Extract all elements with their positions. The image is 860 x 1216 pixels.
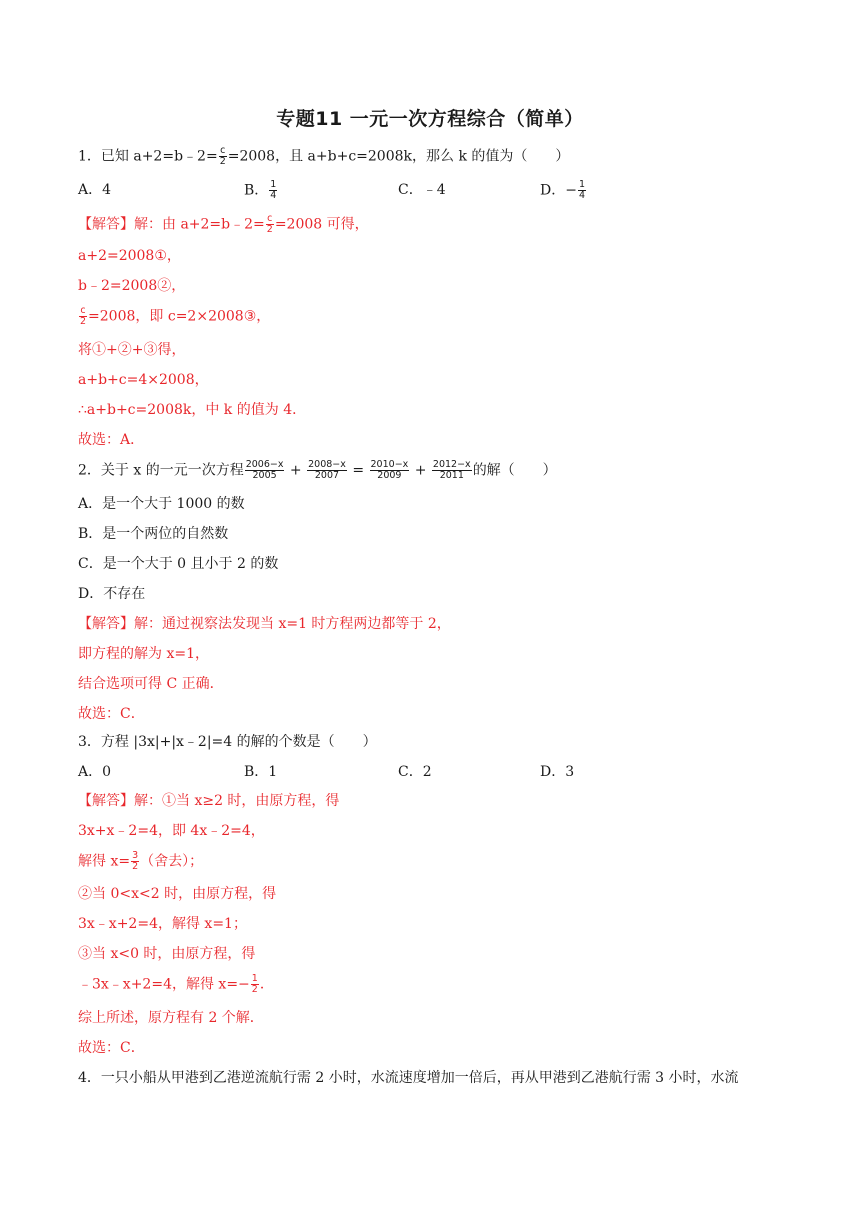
fraction-numerator: 2008−x [308,459,346,470]
q3-answer-line-9: 故选：C． [78,1040,145,1056]
q1-stem-fraction [219,146,227,167]
q3-answer-fraction-1 [131,851,139,872]
question-2-stem [78,460,557,481]
fraction-denominator: 2009 [377,470,402,481]
fraction-numerator: 2006−x [245,459,284,470]
q2-fraction-4 [432,460,472,481]
q3-answer-line-3 [78,851,203,872]
q2-answer-line-2: 即方程的解为 x=1， [78,646,209,662]
q1-stem-expr1: a+2=b﹣2= [133,148,218,165]
q3-answer-line-7 [78,974,274,995]
q3-answer-l1: 解：①当 x≥2 时，由原方程，得 [134,793,340,809]
fraction-denominator: 2005 [252,470,277,481]
q1-stem-expr3: a+b+c=2008k [307,148,412,165]
question-3-stem: 3．方程 |3x|+|x﹣2|=4 的解的个数是（ ） [78,734,377,750]
q1-option-b-label: B． [244,182,269,199]
q3-answer-l7b: ． [259,976,274,993]
q1-answer-line-1 [78,214,369,235]
fraction-numerator: 2012−x [432,459,471,470]
fraction-denominator: 2011 [439,470,464,481]
q2-fraction-3 [370,460,410,481]
q1-answer-line-5: 将①+②+③得， [78,342,186,358]
q2-option-d: D．不存在 [78,586,146,602]
q1-option-d-label: D．− [540,182,577,199]
question-1-stem [78,146,569,167]
fraction-numerator: 3 [132,850,139,861]
q2-operator-1: + [285,462,307,479]
q1-stem-tail: ，那么 k 的值为（ ） [412,148,570,165]
q1-stem-prefix: 1．已知 [78,148,134,165]
q1-answer-l1a: 解：由 a+2=b﹣2= [134,216,265,233]
q3-answer-line-8: 综上所述，原方程有 2 个解． [78,1010,264,1026]
q2-option-c: C．是一个大于 0 且小于 2 的数 [78,556,279,572]
q2-operator-2: = [347,462,369,479]
q2-fraction-2 [307,460,347,481]
q3-answer-l7a: ﹣3x﹣x+2=4，解得 x=− [78,976,250,993]
question-4-stem: 4．一只小船从甲港到乙港逆流航行需 2 小时，水流速度增加一倍后，再从甲港到乙港航行需 3 小时，水流 [78,1070,739,1086]
fraction-denominator: 4 [270,190,277,201]
q3-answer-line-5: 3x﹣x+2=4，解得 x=1； [78,916,247,932]
fraction-denominator: 2 [251,984,258,995]
q3-option-b: B．1 [244,764,278,780]
fraction-denominator: 2 [80,316,87,327]
q1-option-b [244,180,278,201]
fraction-numerator: 1 [578,179,586,190]
q2-stem-tail: 的解（ ） [472,462,557,479]
q1-answer-l1b: =2008 可得， [274,216,369,233]
q1-option-d-fraction [578,180,586,201]
q1-option-a: A．4 [78,182,112,198]
answer-tag: 【解答】 [78,793,134,809]
q2-option-b: B．是一个两位的自然数 [78,526,229,542]
q1-answer-line-6: a+b+c=4×2008， [78,372,209,388]
q1-answer-l4b: =2008，即 c=2×2008③， [88,308,271,325]
q2-answer-line-4: 故选：C． [78,706,145,722]
q1-answer-fraction-2 [79,306,87,327]
fraction-numerator: 1 [270,179,277,190]
q1-answer-fraction [266,214,274,235]
q2-answer-l1: 解：通过视察法发现当 x=1 时方程两边都等于 2， [134,616,451,632]
q3-answer-line-6: ③当 x<0 时，由原方程，得 [78,946,256,962]
q1-stem-expr2: =2008，且 [227,148,308,165]
q3-answer-l3b: （舍去）； [140,853,204,870]
q1-answer-line-3: b﹣2=2008②， [78,278,186,294]
q3-answer-line-4: ②当 0<x<2 时，由原方程，得 [78,886,277,902]
q2-operator-3: + [410,462,431,479]
page-title: 专题11 一元一次方程综合（简单） [276,108,584,130]
answer-tag: 【解答】 [78,616,134,632]
fraction-numerator: 2010−x [370,459,409,470]
q1-option-d [540,180,587,201]
q3-answer-line-1 [78,791,339,811]
fraction-denominator: 2 [266,224,273,235]
answer-tag: 【解答】 [78,216,134,233]
q1-answer-line-4 [78,306,270,327]
q2-stem-prefix: 2．关于 x 的一元一次方程 [78,462,244,479]
fraction-denominator: 4 [578,190,586,201]
q2-answer-line-3: 结合选项可得 C 正确． [78,676,224,692]
fraction-numerator: c [80,305,86,316]
q3-option-a: A．0 [78,764,112,780]
q3-answer-l3a: 解得 x= [78,853,131,870]
q1-answer-line-2: a+2=2008①， [78,248,181,264]
q1-option-c: C．﹣4 [398,182,446,198]
fraction-denominator: 2 [132,861,139,872]
fraction-numerator: c [220,145,226,156]
fraction-numerator: 1 [251,973,258,984]
q3-option-c: C．2 [398,764,432,780]
q1-answer-line-7: ∴a+b+c=2008k，中 k 的值为 4． [78,402,307,418]
fraction-numerator: c [267,213,273,224]
q1-option-b-fraction [269,180,277,201]
q3-answer-fraction-2 [251,974,259,995]
fraction-denominator: 2007 [314,470,340,481]
q2-fraction-1 [245,460,285,481]
q2-option-a: A．是一个大于 1000 的数 [78,496,245,512]
q3-option-d: D．3 [540,764,575,780]
q1-answer-line-8: 故选：A． [78,432,145,448]
q3-answer-line-2: 3x+x﹣2=4，即 4x﹣2=4， [78,823,265,839]
fraction-denominator: 2 [219,156,226,167]
q2-answer-line-1 [78,614,451,634]
